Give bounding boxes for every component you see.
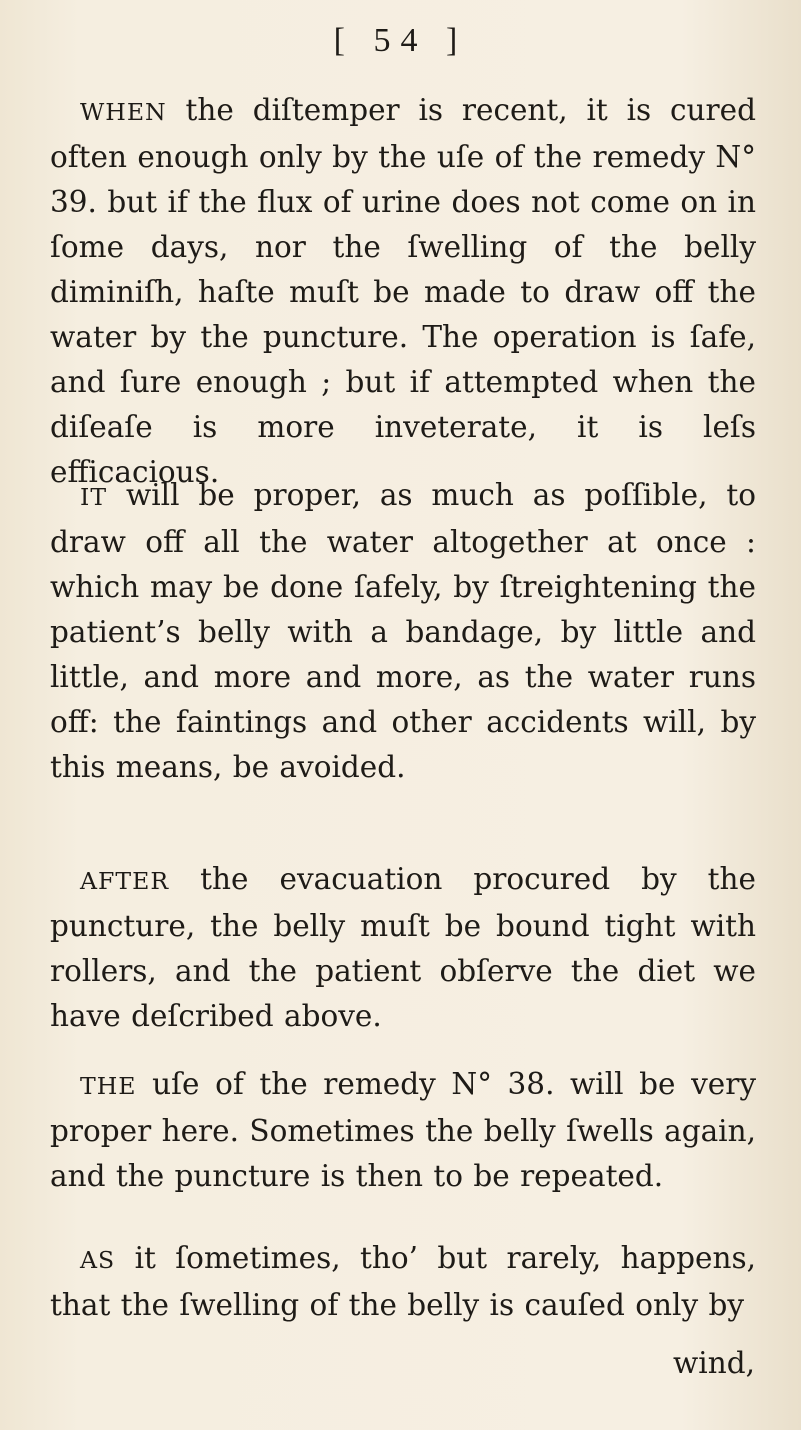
paragraph-lead-word: AFTER	[80, 867, 170, 895]
paragraph-lead-word: THE	[80, 1072, 137, 1100]
paragraph-draw-off-water	[50, 473, 756, 790]
paragraph-text: the diſtemper is recent, it is cured often enough only by the uſe of the remedy N° 39. but if the flux of urine does not come on in ſome days, nor the ſwelling of the belly diminiſh, haſte muſt be made to draw off the water by the puncture. The operation is ſafe, and ſure enough ; but if attempted when the diſeaſe is more inveterate, it is leſs efficacious.	[50, 93, 756, 489]
catchword: wind,	[673, 1346, 755, 1380]
paragraph-remedy-38	[50, 1062, 756, 1199]
paragraph-lead-word: IT	[80, 483, 108, 511]
paragraph-text: uſe of the remedy N° 38. will be very proper here. Sometimes the belly ſwells again, and the puncture is then to be repeated.	[50, 1067, 756, 1193]
page-number: [ 54 ]	[333, 22, 468, 59]
paragraph-distemper	[50, 88, 756, 495]
paragraph-lead-word: WHEN	[80, 98, 167, 126]
paragraph-text: it ſometimes, tho’ but rarely, happens, that the ſwelling of the belly is cauſed only by	[50, 1241, 756, 1322]
paragraph-lead-word: AS	[80, 1246, 116, 1274]
paragraph-text: the evacuation procured by the puncture, the belly muſt be bound tight with rollers, and the patient obſerve the diet we have deſcribed above.	[50, 862, 756, 1033]
paragraph-after-evacuation	[50, 857, 756, 1039]
paragraph-swelling-wind	[50, 1236, 756, 1328]
paragraph-text: will be proper, as much as poſſible, to draw off all the water altogether at once : which may be done ſafely, by ſtreightening the patient’s belly with a bandage, by little and little, and more and more, as the water runs off: the faintings and other accidents will, by this means, be avoided.	[50, 478, 756, 784]
